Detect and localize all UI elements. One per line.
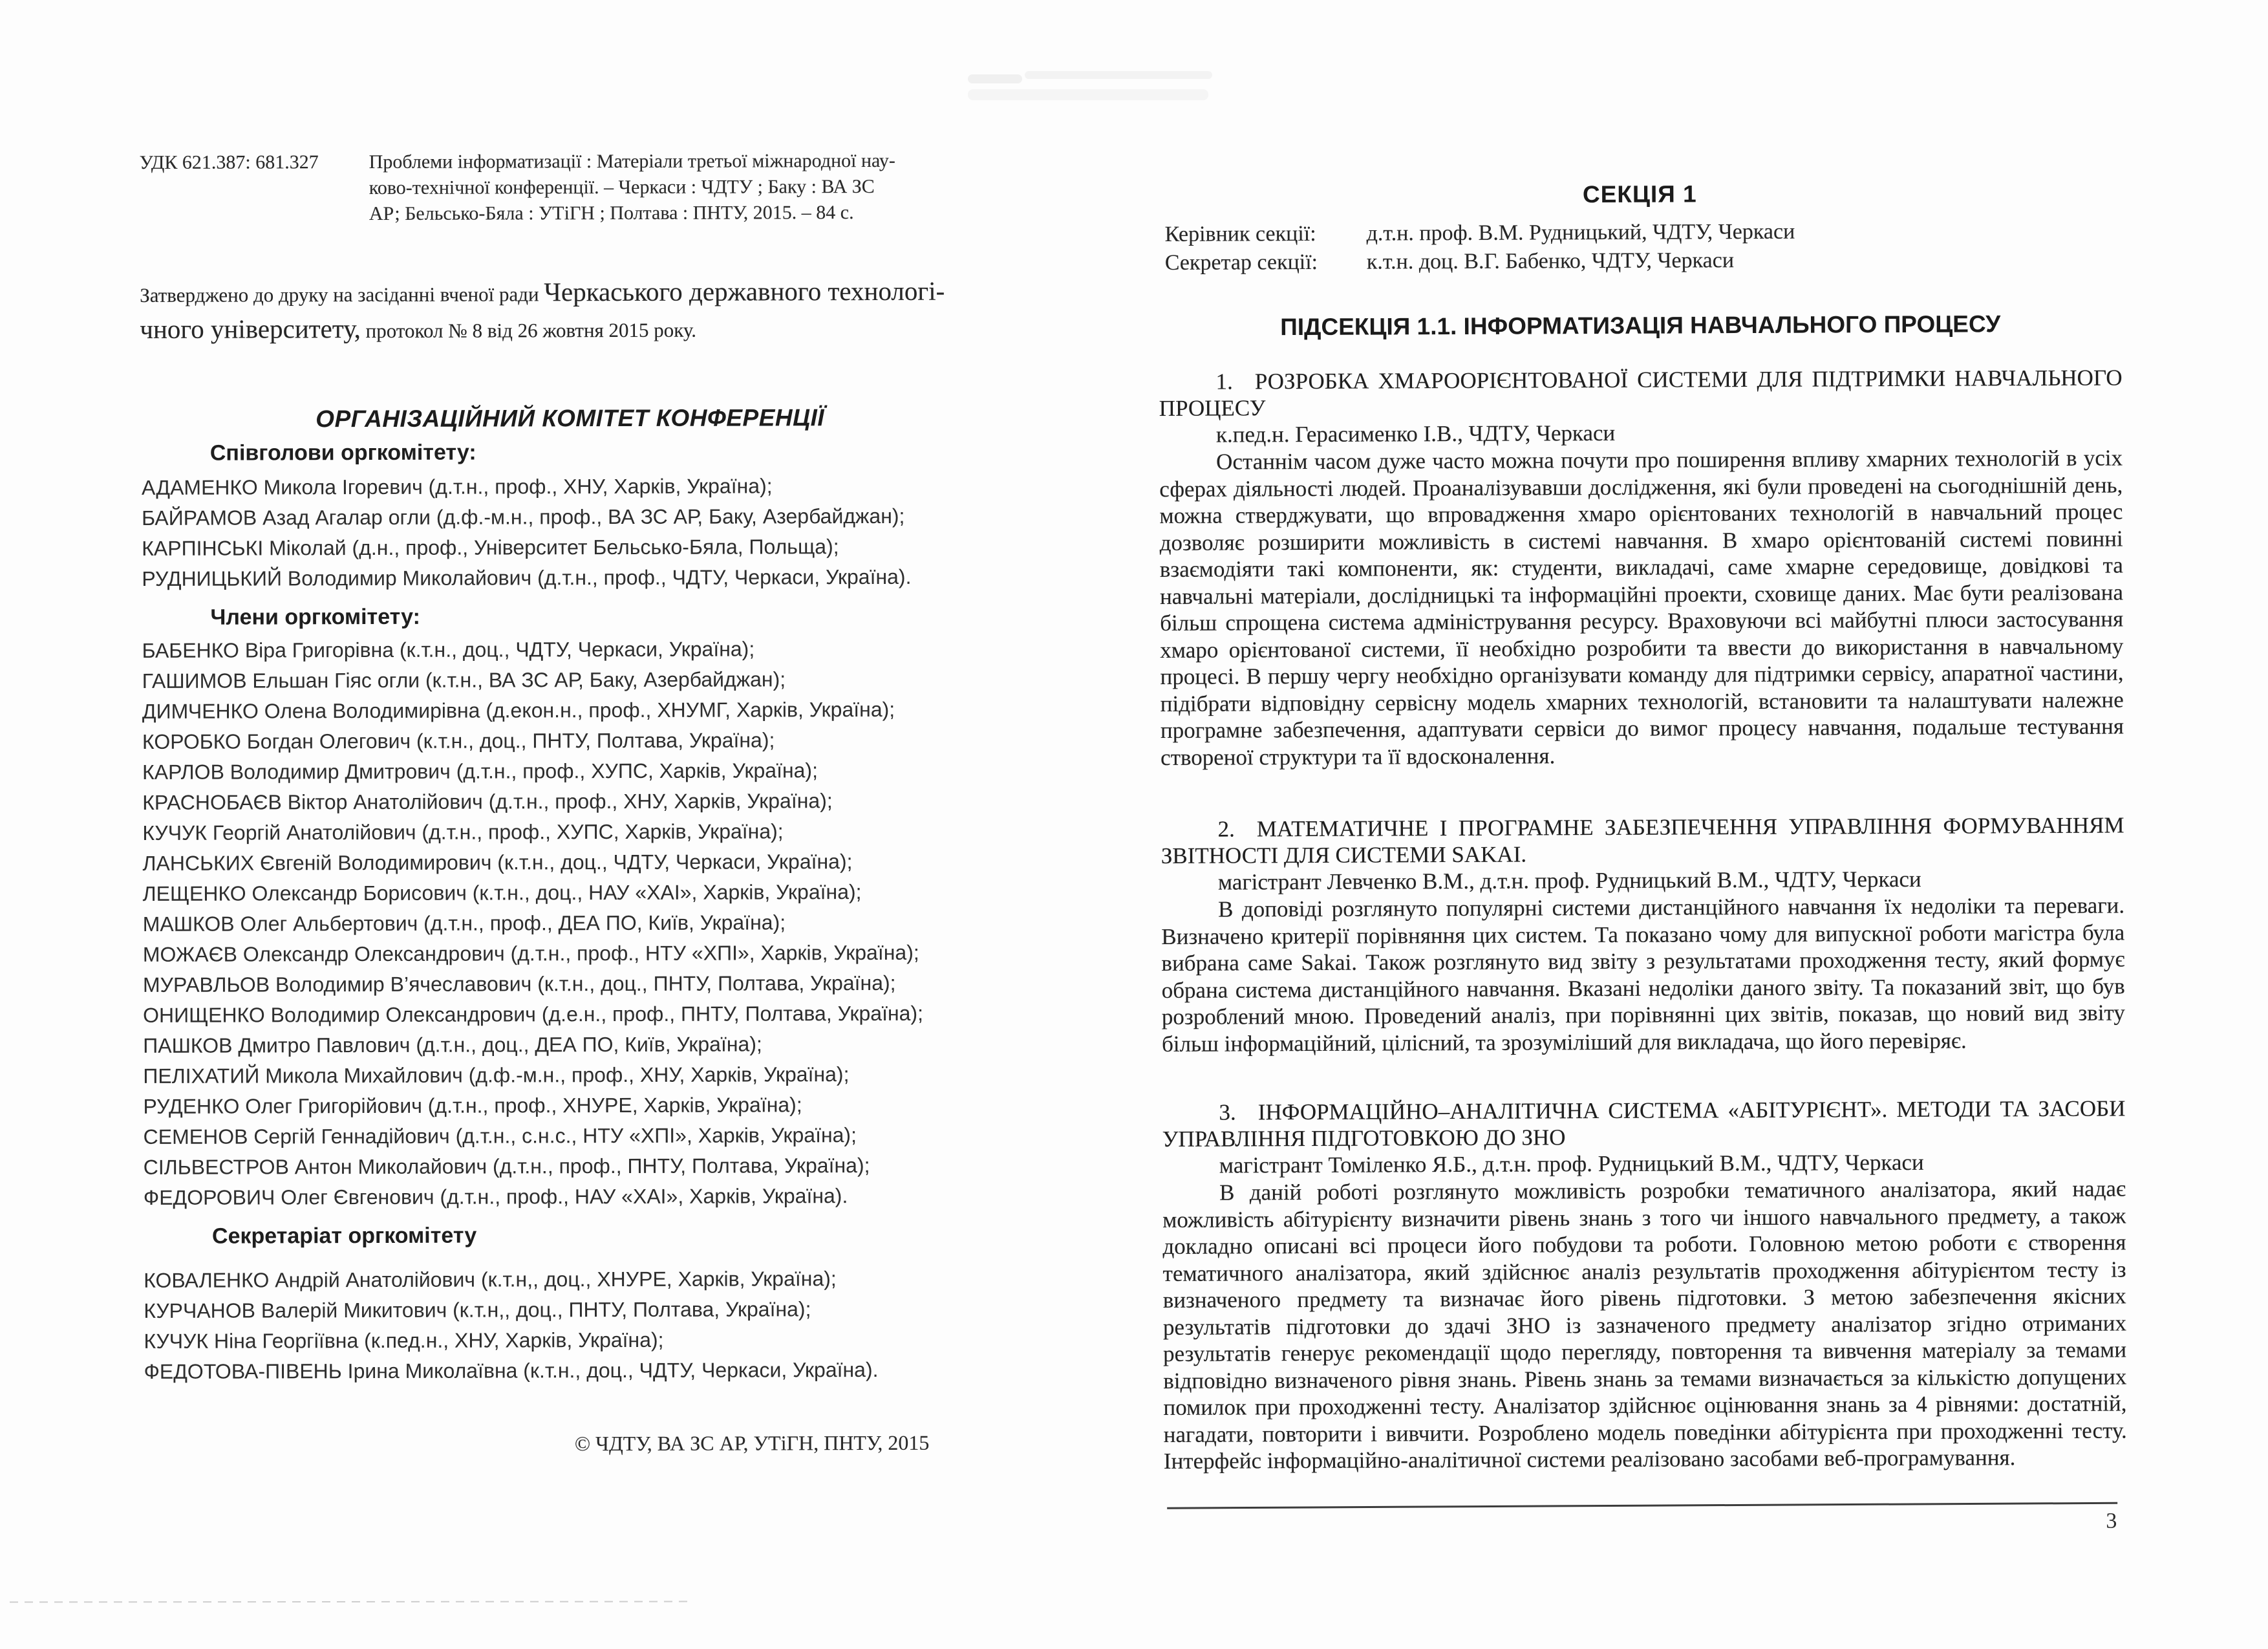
member-entry: КАРЛОВ Володимир Дмитрович (д.т.н., проф., ХУПС, Харків, Україна); xyxy=(142,759,818,784)
member-entry: КУЧУК Георгій Анатолійович (д.т.н., проф., ХУПС, Харків, Україна); xyxy=(142,819,784,845)
right-page xyxy=(1157,0,2128,1649)
footer-rule xyxy=(1167,1502,2117,1509)
member-entry: ЛАНСЬКИХ Євгеній Володимирович (к.т.н., доц., ЧДТУ, Черкаси, Україна); xyxy=(142,850,853,875)
article xyxy=(1159,364,2124,770)
official-value: к.т.н. доц. В.Г. Бабенко, ЧДТУ, Черкаси xyxy=(1366,248,1735,274)
secretariat-entry: КОВАЛЕНКО Андрій Анатолійович (к.т.н,, доц., ХНУРЕ, Харків, Україна); xyxy=(144,1267,837,1292)
cochair-entry: АДАМЕНКО Микола Ігоревич (д.т.н., проф., ХНУ, Харків, Україна); xyxy=(141,474,773,499)
page-number: 3 xyxy=(2106,1509,2117,1533)
article-title: 3. ІНФОРМАЦІЙНО–АНАЛІТИЧНА СИСТЕМА «АБІТУРІЄНТ». МЕТОДИ ТА ЗАСОБИ УПРАВЛІННЯ ПІДГОТОВКОЮ ДО ЗНО xyxy=(1162,1095,2126,1152)
udc-block xyxy=(140,148,974,228)
member-entry: СІЛЬВЕСТРОВ Антон Миколайович (д.т.н., проф., ПНТУ, Полтава, Україна); xyxy=(143,1153,870,1179)
approval-line: Затверджено до друку на засіданні вченої ради Черкаського державного технологі- xyxy=(140,275,945,307)
approval-note xyxy=(140,275,1006,350)
official-row xyxy=(1165,245,2083,277)
member-entry: ФЕДОРОВИЧ Олег Євгенович (д.т.н., проф., НАУ «ХАІ», Харків, Україна). xyxy=(143,1184,848,1209)
udc-code: УДК 621.387: 681.327 xyxy=(139,151,319,173)
article xyxy=(1162,1095,2127,1474)
subsection-title: ПІДСЕКЦІЯ 1.1. ІНФОРМАТИЗАЦІЯ НАВЧАЛЬНОГО ПРОЦЕСУ xyxy=(1280,310,2001,341)
approval-line: чного університету, протокол № 8 від 26 жовтня 2015 року. xyxy=(140,314,697,344)
cochair-entry: РУДНИЦЬКИЙ Володимир Миколайович (д.т.н., проф., ЧДТУ, Черкаси, Україна). xyxy=(142,565,912,590)
member-entry: МУРАВЛЬОВ Володимир В’ячеславович (к.т.н., доц., ПНТУ, Полтава, Україна); xyxy=(142,971,896,997)
article-abstract: Останнім часом дуже часто можна почути про поширення впливу хмарних технологій в усіх сферах діяльності людей. Проаналізувавши дослідження, які були проведені на сьогоднішній день, можна стверджувати, що впровадження хмаро орієнтованих технологій в навчальний процес дозволяє розширити можливість в системі навчання. В хмаро орієнтованій системі повинні взаємодіяти такі компоненти, як: студенти, викладачі, саме хмарне середовище, довідкові та навчальні матеріали, дослідницькі та інформаційні проекти, сховище даних. Має бути реалізована більш спрощена система адміністрування ресурсу. Враховуючи всі майбутні плюси застосування хмаро орієнтованої системи, її необхідно розробити та ввести до використання в навчальному процесі. В першу чергу необхідно організувати команду для підтримки сервісу, апаратної частини, підібрати відповідну сервісну модель хмарних технологій, встановити та налаштувати належне програмне забезпечення, адаптувати сервіси до вимог процесу навчання, подальше тестування створеної структури та її вдосконалення. xyxy=(1159,445,2124,770)
official-row xyxy=(1164,217,2082,249)
member-entry: БАБЕНКО Віра Григорівна (к.т.н., доц., ЧДТУ, Черкаси, Україна); xyxy=(142,637,755,662)
secretariat-heading: Секретаріат оргкомітету xyxy=(211,1223,477,1249)
article xyxy=(1161,812,2126,1057)
article-authors: к.пед.н. Герасименко І.В., ЧДТУ, Черкаси xyxy=(1215,420,1616,447)
secretariat-entry: КУЧУК Ніна Георгіївна (к.пед.н., ХНУ, Харків, Україна); xyxy=(144,1328,664,1353)
member-entry: ГАШИМОВ Ельшан Гіяс огли (к.т.н., ВА ЗС АР, Баку, Азербайджан); xyxy=(142,667,786,693)
official-value: д.т.н. проф. В.М. Рудницький, ЧДТУ, Черкаси xyxy=(1366,219,1795,246)
udc-title-line: АР; Бельсько-Бяла : УТіГН ; Полтава : ПНТУ, 2015. – 84 с. xyxy=(369,202,854,225)
udc-title-line: ково-технічної конференції. – Черкаси : ЧДТУ ; Баку : ВА ЗС xyxy=(369,175,875,199)
secretariat-entry: КУРЧАНОВ Валерій Микитович (к.т.н,, доц., ПНТУ, Полтава, Україна); xyxy=(144,1297,811,1322)
member-entry: ПЕЛІХАТИЙ Микола Михайлович (д.ф.-м.н., проф., ХНУ, Харків, Україна); xyxy=(143,1062,850,1088)
article-authors: магістрант Левченко В.М., д.т.н. проф. Рудницький В.М., ЧДТУ, Черкаси xyxy=(1217,866,1921,895)
member-entry: КОРОБКО Богдан Олегович (к.т.н., доц., ПНТУ, Полтава, Україна); xyxy=(142,728,775,753)
article-abstract: В доповіді розглянуто популярні системи дистанційного навчання їх недоліки та переваги. Визначено критерії порівняння цих систем. Та показано чому для випускної роботи магістра була вибрана саме Sakai. Також розглянуто вид звіту з результатами проходження тесту, який формує обрана система дистанційного навчання. Вказані недоліки даного звіту. Та показаний звіт, що був розроблений мною. Проведений аналіз, при порівнянні цих звітів, показав, що новий вид звіту більш інформаційний, цілісний, та зрозуміліший для викладача, що його перевіряє. xyxy=(1161,892,2125,1057)
copyright-line: © ЧДТУ, ВА ЗС АР, УТіГН, ПНТУ, 2015 xyxy=(574,1430,930,1456)
article-number: 1. xyxy=(1215,369,1233,394)
udc-row xyxy=(140,148,974,176)
member-entry: СЕМЕНОВ Сергій Геннадійович (д.т.н., с.н.с., НТУ «ХПІ», Харків, Україна); xyxy=(143,1123,857,1148)
members-list xyxy=(142,633,1013,1213)
member-entry: МОЖАЄВ Олександр Олександрович (д.т.н., проф., НТУ «ХПІ», Харків, Україна); xyxy=(142,940,919,966)
secretariat-list xyxy=(144,1263,1013,1387)
member-entry: ДИМЧЕНКО Олена Володимирівна (д.екон.н., проф., ХНУМГ, Харків, Україна); xyxy=(142,697,895,723)
member-entry: ЛЕЩЕНКО Олександр Борисович (к.т.н., доц., НАУ «ХАІ», Харків, Україна); xyxy=(142,880,862,905)
committee-title: ОРГАНІЗАЦІЙНИЙ КОМІТЕТ КОНФЕРЕНЦІЇ xyxy=(316,404,825,433)
cochair-entry: КАРПІНСЬКІ Міколай (д.н., проф., Університет Бельсько-Бяла, Польща); xyxy=(142,535,839,560)
section-officials xyxy=(1164,217,2082,277)
member-entry: МАШКОВ Олег Альбертович (д.т.н., проф., ДЕА ПО, Київ, Україна); xyxy=(142,911,786,936)
official-label: Керівник секції: xyxy=(1164,221,1316,246)
article-abstract: В даній роботі розглянуто можливість розробки тематичного аналізатора, який надає можливість абітурієнту визначити рівень знань з того чи іншого навчального предмету, а також докладно описані всі процеси його побудови та роботи. Головною метою роботи є створення тематичного аналізатора, який здійснює аналіз результатів проходження абітурієнтом тесту із визначеного предмету та визначає його рівень підготовки. З метою забезпечення якісних результатів підготовки до здачі ЗНО із зазначеного предмету аналізатор згідно отриманих результатів генерує рекомендації щодо перегляду, повторення та вивчення матеріалу за темами відповідно визначеного рівня знань. Рівень знань за темами визначається за кількістю допущених помилок при проходженні тесту. Аналізатор здійснює оцінювання знань за 4 рівнями: достатній, нагадати, повторити і вивчити. Розроблено модель поведінки абітурієнта при проходженні тесту. Інтерфейс інформаційно-аналітичної системи реалізовано засобами веб-програмування. xyxy=(1162,1176,2127,1474)
cochair-entry: БАЙРАМОВ Азад Агалар огли (д.ф.-м.н., проф., ВА ЗС АР, Баку, Азербайджан); xyxy=(142,504,905,530)
article-number: 3. xyxy=(1219,1099,1236,1125)
cochairs-heading: Співголови оргкомітету: xyxy=(209,440,476,466)
secretariat-entry: ФЕДОТОВА-ПІВЕНЬ Ірина Миколаївна (к.т.н., доц., ЧДТУ, Черкаси, Україна). xyxy=(144,1357,879,1383)
section-title: СЕКЦІЯ 1 xyxy=(1582,180,1697,208)
article-title: 2. МАТЕМАТИЧНЕ І ПРОГРАМНЕ ЗАБЕЗПЕЧЕННЯ УПРАВЛІННЯ ФОРМУВАННЯМ ЗВІТНОСТІ ДЛЯ СИСТЕМИ SAKAI. xyxy=(1161,812,2124,868)
member-entry: РУДЕНКО Олег Григорійович (д.т.н., проф., ХНУРЕ, Харків, Україна); xyxy=(143,1093,802,1118)
cochairs-list xyxy=(142,470,1011,594)
member-entry: ОНИЩЕНКО Володимир Олександрович (д.е.н., проф., ПНТУ, Полтава, Україна); xyxy=(143,1001,924,1027)
member-entry: ПАШКОВ Дмитро Павлович (д.т.н., доц., ДЕА ПО, Київ, Україна); xyxy=(143,1032,762,1057)
article-authors: магістрант Томіленко Я.Б., д.т.н. проф. Рудницький В.М., ЧДТУ, Черкаси xyxy=(1219,1149,1924,1178)
left-page xyxy=(126,0,1016,1649)
members-heading: Члени оргкомітету: xyxy=(210,604,420,630)
udc-title-line: Проблеми інформатизації : Матеріали третьої міжнародної нау- xyxy=(369,149,895,173)
article-number: 2. xyxy=(1217,816,1235,842)
article-title: 1. РОЗРОБКА ХМАРООРІЄНТОВАНОЇ СИСТЕМИ ДЛЯ ПІДТРИМКИ НАВЧАЛЬНОГО ПРОЦЕСУ xyxy=(1159,365,2123,421)
official-label: Секретар секції: xyxy=(1164,250,1318,275)
member-entry: КРАСНОБАЄВ Віктор Анатолійович (д.т.н., проф., ХНУ, Харків, Україна); xyxy=(142,789,833,814)
